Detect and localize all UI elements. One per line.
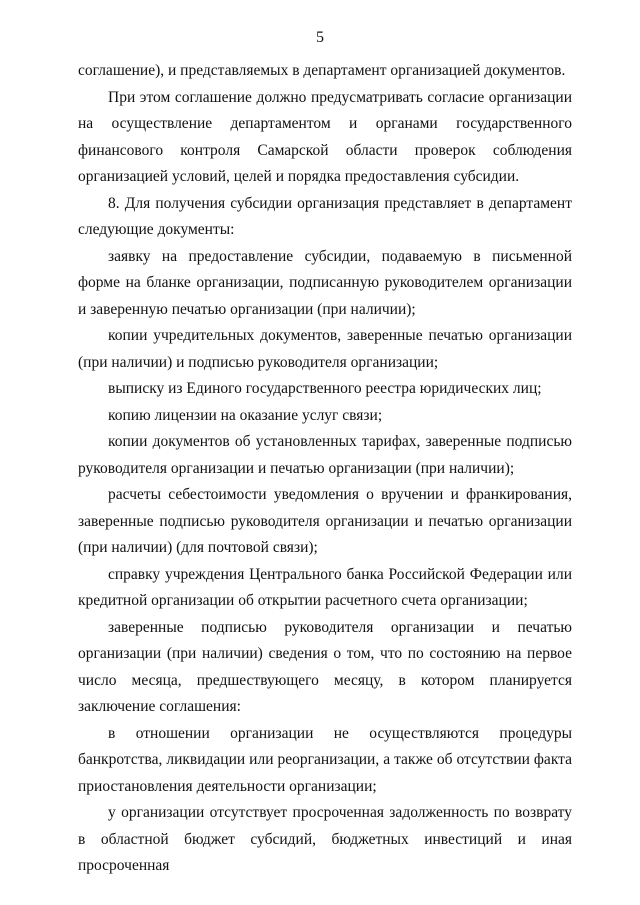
- paragraph-continuation: соглашение), и представляемых в департамент организацией документов.: [78, 62, 566, 79]
- paragraph-item-8: 8. Для получения субсидии организация представляет в департамент следующие документы:: [78, 194, 572, 238]
- paragraph-application: заявку на предоставление субсидии, подаваемую в письменной форме на бланке организации, подписанную руководителем организации и заверенную печатью организации (при наличии);: [78, 247, 572, 318]
- paragraph-no-overdue-debt: у организации отсутствует просроченная задолженность по возврату в областной бюджет субсидий, бюджетных инвестиций и иная просроченная: [78, 804, 572, 874]
- paragraph-founding-documents: копии учредительных документов, заверенные печатью организации (при наличии) и подписью руководителя организации;: [78, 327, 572, 371]
- paragraph-bank-certificate: справку учреждения Центрального банка Российской Федерации или кредитной организации об открытии расчетного счета организации;: [78, 565, 572, 609]
- paragraph-registry-extract: выписку из Единого государственного реестра юридических лиц;: [108, 380, 542, 397]
- page-number: 5: [316, 29, 324, 46]
- paragraph-certified-information: заверенные подписью руководителя организации и печатью организации (при наличии) сведения о том, что по состоянию на первое число месяца, предшествующего месяцу, в котором планируется заключение соглашения:: [78, 618, 572, 715]
- paragraph-cost-calculations: расчеты себестоимости уведомления о вручении и франкирования, заверенные подписью руководителя организации и печатью организации (при наличии) (для почтовой связи);: [78, 486, 572, 556]
- paragraph-agreement-consent: При этом соглашение должно предусматривать согласие организации на осуществление департаментом и органами государственного финансового контроля Самарской области проверок соблюдения организацией условий, целей и порядка предоставления субсидии.: [78, 88, 572, 185]
- paragraph-no-bankruptcy: в отношении организации не осуществляются процедуры банкротства, ликвидации или реорганизации, а также об отсутствии факта приостановления деятельности организации;: [78, 724, 572, 795]
- paragraph-license-copy: копию лицензии на оказание услуг связи;: [108, 406, 383, 424]
- paragraph-tariff-documents: копии документов об установленных тарифах, заверенные подписью руководителя организации и печатью организации (при наличии);: [78, 433, 572, 477]
- document-body: [78, 58, 572, 880]
